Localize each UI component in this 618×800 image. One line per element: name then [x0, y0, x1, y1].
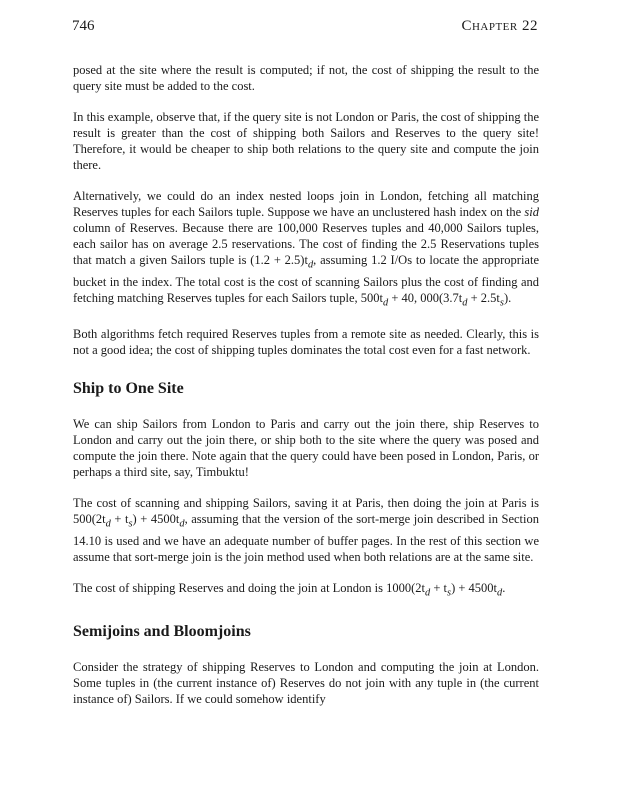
- paragraph-7: The cost of shipping Reserves and doing the join at London is $1000(2t_d + t_s) + 4500t_d$.: [73, 580, 506, 598]
- paragraph-3: Alternatively, we could do an index nested loops join in London, fetching all matching Reserves tuples for each Sailors tuple. Suppose we have an unclustered hash index on the sid column of Reserves. Because there are 100,000 Reserves tuples and 40,000 Sailors tuples, each sailor has on average 2.5 reservations. The cost of finding the 2.5 Reservations tuples that match a given Sailors tuple is $(1.2 + 2.5)t_d$, assuming 1.2 I/Os to locate the appropriate bucket in the index. The total cost is the cost of scanning Sailors plus the cost of finding and fetching matching Reserves tuples for each Sailors tuple, $500t_d + 40$, $000(3.7t_d + 2.5t_s)$.: [73, 189, 539, 308]
- page-body: [73, 62, 539, 707]
- section-heading-ship-to-one-site: Ship to One Site: [73, 380, 184, 397]
- page-number: 746: [72, 18, 95, 34]
- paragraph-4: Both algorithms fetch required Reserves tuples from a remote site as needed. Clearly, this is not a good idea; the cost of shipping tuples dominates the total cost even for a fast network.: [73, 327, 539, 357]
- sid-term: sid: [524, 205, 539, 219]
- paragraph-2: In this example, observe that, if the query site is not London or Paris, the cost of shipping the result is greater than the cost of shipping both Sailors and Reserves to the query site! Therefore, it would be cheaper to ship both relations to the query site and compute the join there.: [73, 110, 539, 172]
- paragraph-8: Consider the strategy of shipping Reserves to London and computing the join at London. Some tuples in (the current instance of) Reserves do not join with any tuple in (the current instance of) Sailors. If we could somehow identify: [73, 660, 539, 706]
- paragraph-5: We can ship Sailors from London to Paris and carry out the join there, ship Reserves to London and carry out the join there, or ship both to the site where the query was posed and compute the join there. Note again that the query could have been posed in London, Paris, or perhaps a third site, say, Timbuktu!: [73, 417, 539, 479]
- paragraph-6: The cost of scanning and shipping Sailors, saving it at Paris, then doing the join at Paris is $500(2t_d + t_s) + 4500t_d$, assuming that the version of the sort-merge join described in Section 14.10 is used and we have an adequate number of buffer pages. In the rest of this section we assume that sort-merge join is the join method used when both relations are at the same site.: [73, 496, 540, 564]
- section-heading-semijoins: Semijoins and Bloomjoins: [73, 623, 251, 640]
- chapter-header: Chapter 22: [461, 18, 538, 34]
- paragraph-1: posed at the site where the result is computed; if not, the cost of shipping the result to the query site must be added to the cost.: [73, 63, 539, 93]
